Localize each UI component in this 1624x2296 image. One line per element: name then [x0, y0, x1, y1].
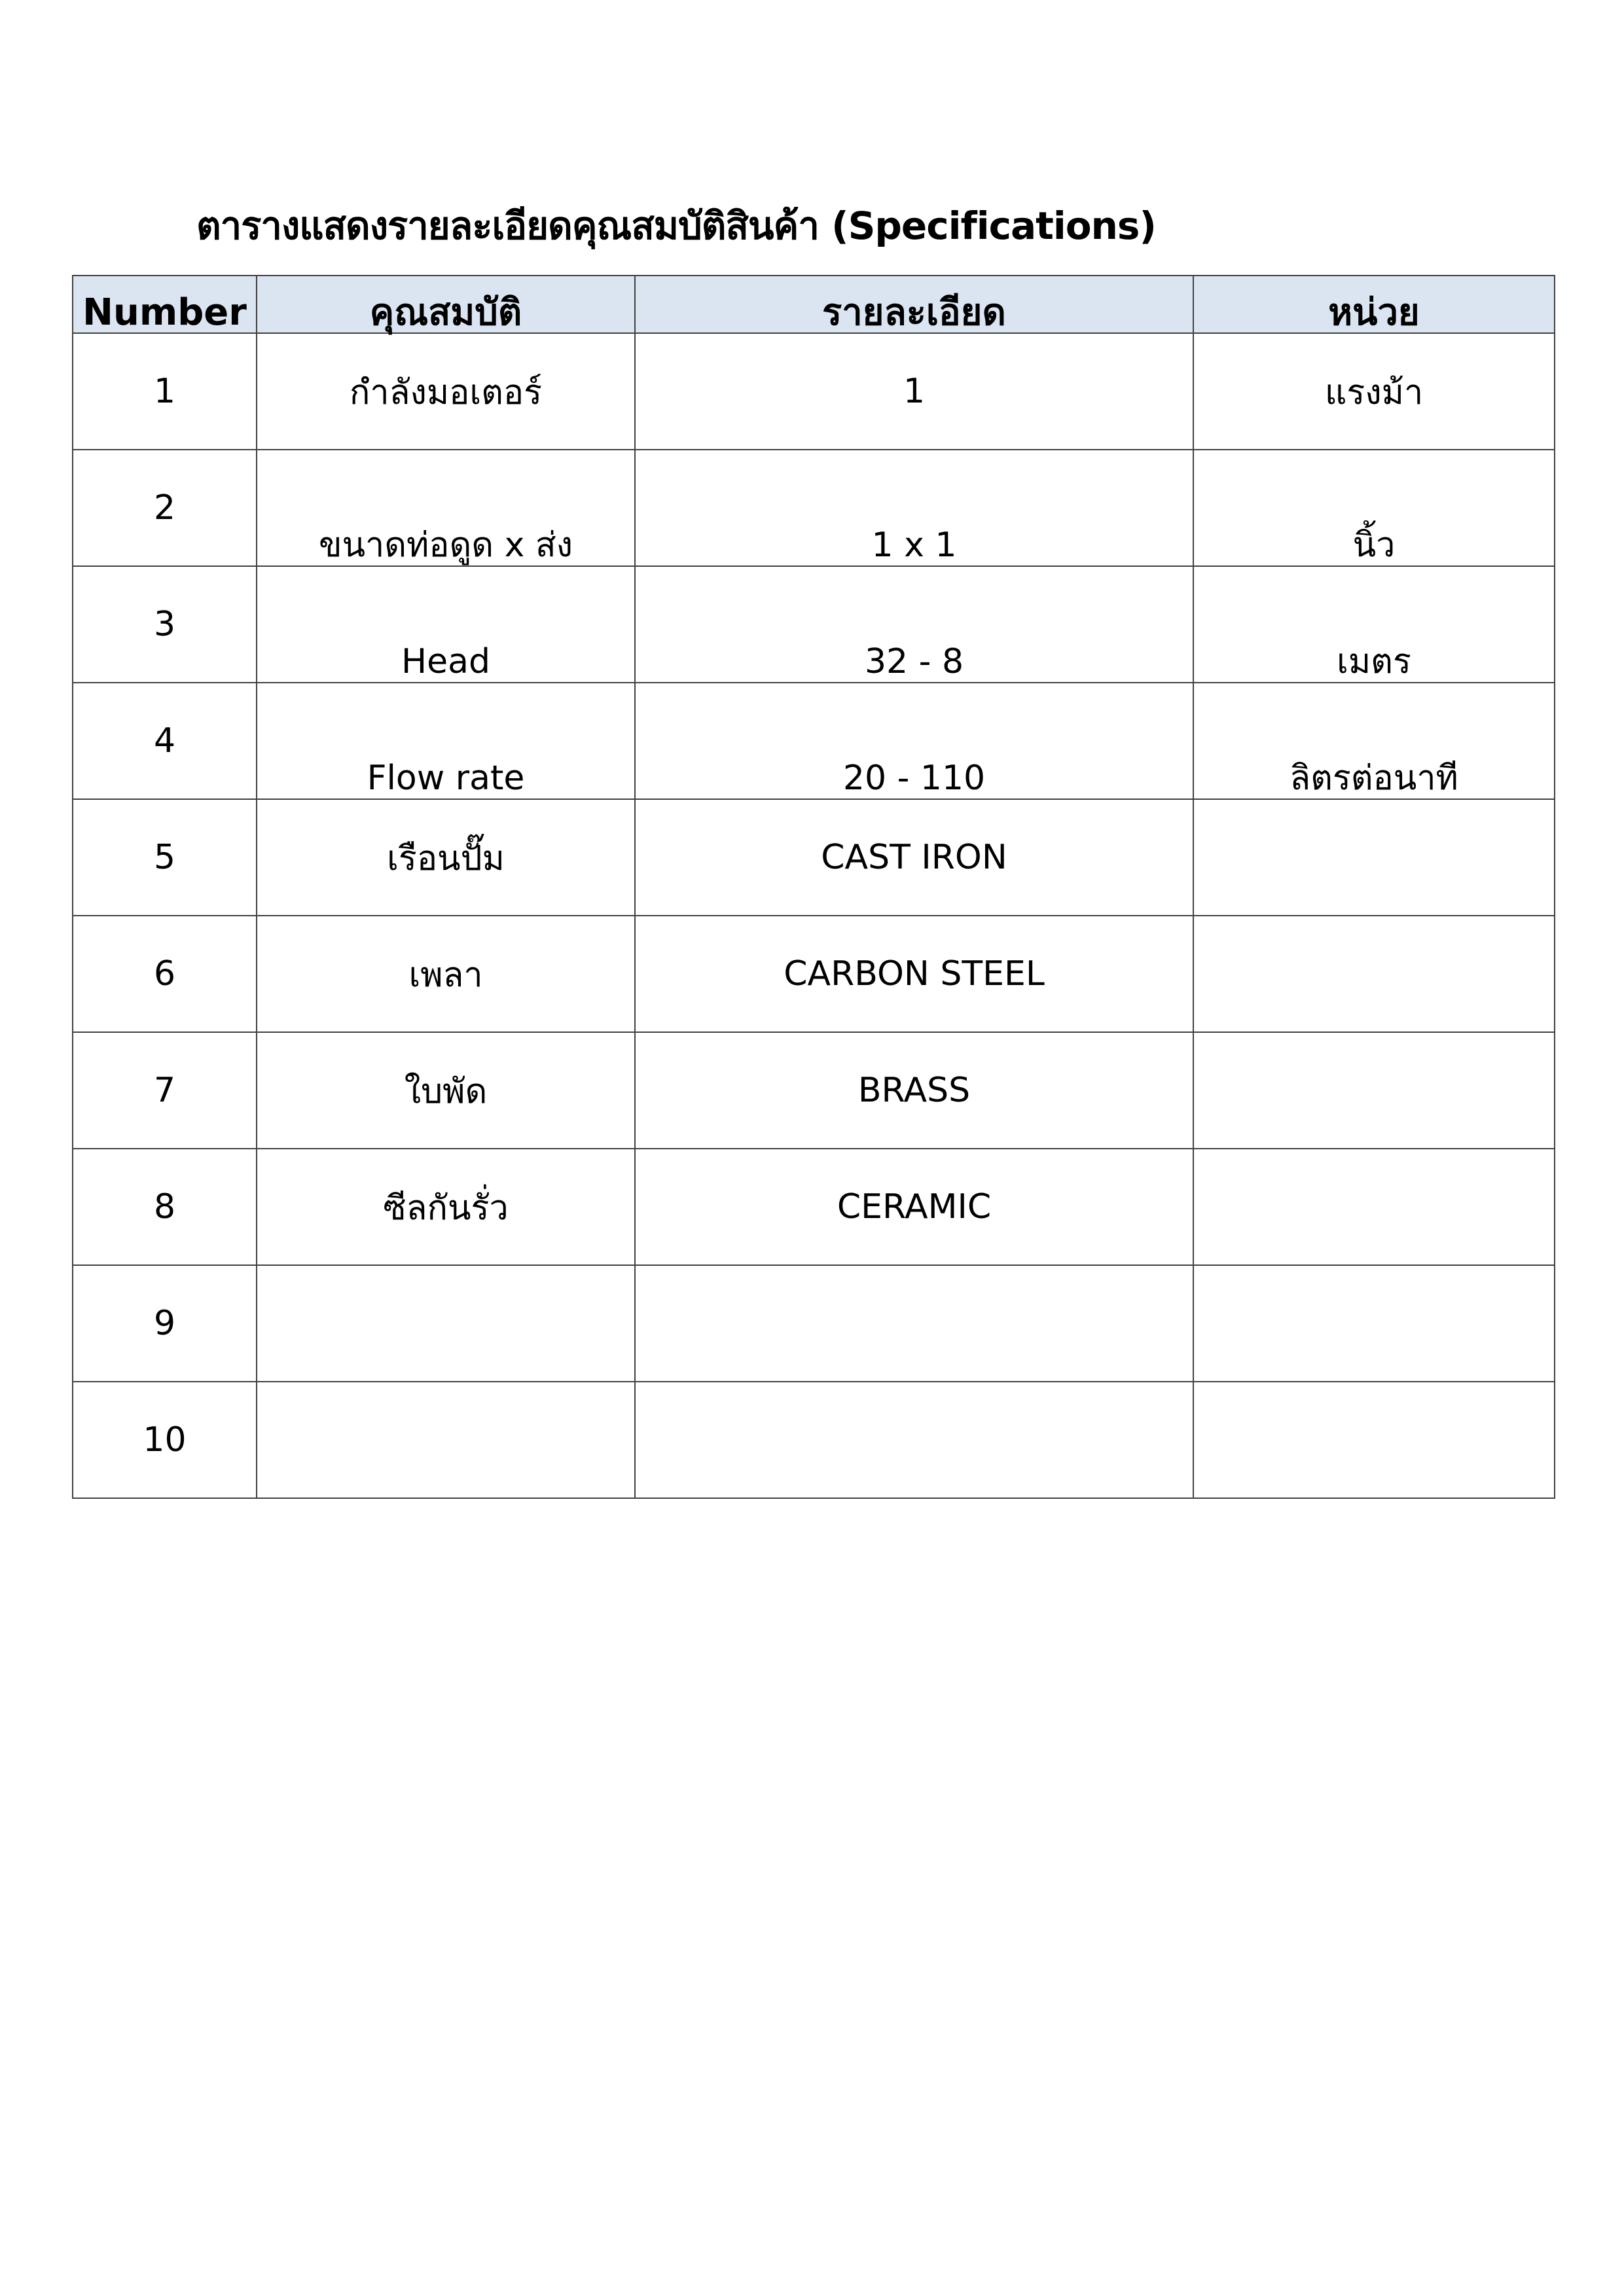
table-row	[73, 1149, 1555, 1265]
cell-number: 4	[73, 683, 257, 799]
cell-detail: CAST IRON	[635, 799, 1193, 916]
cell-detail	[635, 1382, 1193, 1498]
cell-detail: CARBON STEEL	[635, 916, 1193, 1032]
cell-property: กำลังมอเตอร์	[257, 333, 635, 450]
cell-number: 6	[73, 916, 257, 1032]
cell-property: เพลา	[257, 916, 635, 1032]
cell-unit	[1193, 1265, 1555, 1382]
cell-unit	[1193, 1382, 1555, 1498]
cell-unit	[1193, 916, 1555, 1032]
table-row	[73, 1265, 1555, 1382]
cell-property: ขนาดท่อดูด x ส่ง	[257, 450, 635, 566]
cell-unit: เมตร	[1193, 566, 1555, 683]
cell-number: 10	[73, 1382, 257, 1498]
cell-detail	[635, 1265, 1193, 1382]
table-row	[73, 916, 1555, 1032]
header-number: Number	[73, 276, 257, 333]
cell-number: 9	[73, 1265, 257, 1382]
table-row	[73, 799, 1555, 916]
cell-detail: 1 x 1	[635, 450, 1193, 566]
cell-property	[257, 1382, 635, 1498]
cell-detail: 1	[635, 333, 1193, 450]
page-title: ตารางแสดงรายละเอียดคุณสมบัติสินค้า (Specifications)	[196, 204, 1156, 248]
cell-unit: แรงม้า	[1193, 333, 1555, 450]
table-row	[73, 566, 1555, 683]
table-row	[73, 1032, 1555, 1149]
cell-unit	[1193, 1149, 1555, 1265]
table-row	[73, 1382, 1555, 1498]
cell-unit	[1193, 799, 1555, 916]
header-detail: รายละเอียด	[635, 276, 1193, 333]
table-row	[73, 333, 1555, 450]
cell-number: 5	[73, 799, 257, 916]
header-property: คุณสมบัติ	[257, 276, 635, 333]
header-unit: หน่วย	[1193, 276, 1555, 333]
cell-detail: 20 - 110	[635, 683, 1193, 799]
cell-number: 2	[73, 450, 257, 566]
table-header-row	[73, 276, 1555, 333]
cell-property: ซีลกันรั่ว	[257, 1149, 635, 1265]
cell-unit: นิ้ว	[1193, 450, 1555, 566]
cell-unit	[1193, 1032, 1555, 1149]
cell-number: 7	[73, 1032, 257, 1149]
cell-number: 8	[73, 1149, 257, 1265]
cell-detail: BRASS	[635, 1032, 1193, 1149]
cell-number: 1	[73, 333, 257, 450]
table-row	[73, 683, 1555, 799]
cell-detail: CERAMIC	[635, 1149, 1193, 1265]
cell-property: เรือนปั๊ม	[257, 799, 635, 916]
cell-number: 3	[73, 566, 257, 683]
cell-property: ใบพัด	[257, 1032, 635, 1149]
cell-property: Flow rate	[257, 683, 635, 799]
cell-detail: 32 - 8	[635, 566, 1193, 683]
cell-property: Head	[257, 566, 635, 683]
cell-property	[257, 1265, 635, 1382]
cell-unit: ลิตรต่อนาที	[1193, 683, 1555, 799]
table-row	[73, 450, 1555, 566]
specifications-table	[72, 275, 1555, 1499]
